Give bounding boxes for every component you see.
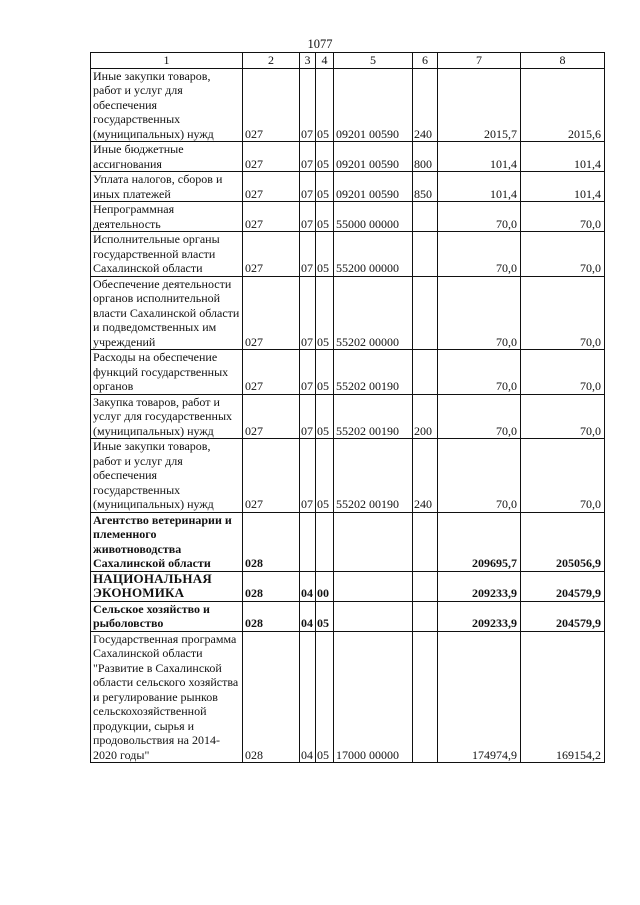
cell-expense-type <box>413 512 438 571</box>
cell-target-article <box>334 571 413 601</box>
cell-section: 07 <box>300 394 316 439</box>
cell-target-article: 55202 00190 <box>334 394 413 439</box>
table-row <box>91 631 605 763</box>
cell-sum-a: 209233,9 <box>438 601 521 631</box>
cell-ministry: 028 <box>243 571 300 601</box>
cell-ministry: 027 <box>243 68 300 142</box>
table-row <box>91 68 605 142</box>
column-header: 6 <box>413 53 438 69</box>
row-name: Закупка товаров, работ и услуг для государственных (муниципальных) нужд <box>91 394 243 439</box>
cell-subsection: 05 <box>316 68 334 142</box>
cell-target-article: 09201 00590 <box>334 142 413 172</box>
cell-sum-a: 101,4 <box>438 172 521 202</box>
cell-expense-type: 240 <box>413 439 438 513</box>
cell-sum-b: 101,4 <box>521 142 605 172</box>
cell-ministry: 027 <box>243 232 300 277</box>
cell-section: 07 <box>300 142 316 172</box>
row-name: Уплата налогов, сборов и иных платежей <box>91 172 243 202</box>
cell-section: 07 <box>300 202 316 232</box>
cell-section: 07 <box>300 232 316 277</box>
header-row <box>91 53 605 69</box>
cell-sum-a: 70,0 <box>438 350 521 395</box>
cell-ministry: 028 <box>243 601 300 631</box>
row-name: Исполнительные органы государственной власти Сахалинской области <box>91 232 243 277</box>
cell-sum-a: 70,0 <box>438 439 521 513</box>
table-row <box>91 276 605 350</box>
cell-sum-b: 205056,9 <box>521 512 605 571</box>
cell-expense-type <box>413 276 438 350</box>
table-row <box>91 601 605 631</box>
cell-section: 07 <box>300 172 316 202</box>
cell-ministry: 027 <box>243 350 300 395</box>
cell-target-article: 09201 00590 <box>334 68 413 142</box>
cell-sum-b: 70,0 <box>521 350 605 395</box>
table-row <box>91 439 605 513</box>
table-row <box>91 142 605 172</box>
table-row <box>91 394 605 439</box>
cell-subsection: 05 <box>316 439 334 513</box>
cell-subsection: 05 <box>316 631 334 763</box>
cell-sum-b: 2015,6 <box>521 68 605 142</box>
cell-subsection: 05 <box>316 394 334 439</box>
cell-subsection: 05 <box>316 276 334 350</box>
row-name: Обеспечение деятельности органов исполнительной власти Сахалинской области и подведомственных им учреждений <box>91 276 243 350</box>
cell-subsection: 05 <box>316 232 334 277</box>
cell-sum-a: 174974,9 <box>438 631 521 763</box>
cell-sum-a: 70,0 <box>438 202 521 232</box>
cell-subsection <box>316 512 334 571</box>
row-name: Иные закупки товаров, работ и услуг для обеспечения государственных (муниципальных) нужд <box>91 68 243 142</box>
row-name: Непрограммная деятельность <box>91 202 243 232</box>
cell-ministry: 027 <box>243 276 300 350</box>
column-header: 7 <box>438 53 521 69</box>
cell-sum-a: 209695,7 <box>438 512 521 571</box>
cell-sum-b: 70,0 <box>521 439 605 513</box>
cell-expense-type: 850 <box>413 172 438 202</box>
cell-target-article: 09201 00590 <box>334 172 413 202</box>
cell-target-article: 55000 00000 <box>334 202 413 232</box>
row-name: Агентство ветеринарии и племенного животноводства Сахалинской области <box>91 512 243 571</box>
column-header: 3 <box>300 53 316 69</box>
cell-subsection: 05 <box>316 172 334 202</box>
cell-target-article: 55200 00000 <box>334 232 413 277</box>
table-row <box>91 172 605 202</box>
row-name: Государственная программа Сахалинской области "Развитие в Сахалинской области сельского хозяйства и регулирование рынков сельскохозяйственной продукции, сырья и продовольствия на 2014-2020 годы" <box>91 631 243 763</box>
cell-expense-type <box>413 631 438 763</box>
cell-section: 07 <box>300 350 316 395</box>
cell-target-article: 55202 00190 <box>334 439 413 513</box>
column-header: 1 <box>91 53 243 69</box>
cell-section <box>300 512 316 571</box>
row-name: Иные бюджетные ассигнования <box>91 142 243 172</box>
cell-target-article: 17000 00000 <box>334 631 413 763</box>
column-header: 8 <box>521 53 605 69</box>
cell-expense-type: 800 <box>413 142 438 172</box>
cell-target-article <box>334 601 413 631</box>
cell-expense-type <box>413 232 438 277</box>
cell-sum-b: 169154,2 <box>521 631 605 763</box>
cell-sum-a: 209233,9 <box>438 571 521 601</box>
column-header: 2 <box>243 53 300 69</box>
page-number: 1077 <box>307 37 333 51</box>
table-row <box>91 571 605 601</box>
budget-table <box>90 52 605 763</box>
row-name: НАЦИОНАЛЬНАЯ ЭКОНОМИКА <box>91 571 243 601</box>
cell-expense-type <box>413 571 438 601</box>
cell-expense-type <box>413 350 438 395</box>
cell-section: 07 <box>300 276 316 350</box>
cell-subsection: 05 <box>316 350 334 395</box>
column-header: 5 <box>334 53 413 69</box>
cell-expense-type <box>413 601 438 631</box>
cell-ministry: 027 <box>243 172 300 202</box>
cell-sum-a: 70,0 <box>438 276 521 350</box>
cell-ministry: 028 <box>243 512 300 571</box>
cell-sum-b: 101,4 <box>521 172 605 202</box>
cell-subsection: 05 <box>316 202 334 232</box>
cell-target-article: 55202 00190 <box>334 350 413 395</box>
cell-sum-b: 204579,9 <box>521 601 605 631</box>
cell-sum-b: 70,0 <box>521 202 605 232</box>
cell-expense-type <box>413 202 438 232</box>
cell-target-article <box>334 512 413 571</box>
row-name: Сельское хозяйство и рыболовство <box>91 601 243 631</box>
row-name: Расходы на обеспечение функций государственных органов <box>91 350 243 395</box>
cell-ministry: 028 <box>243 631 300 763</box>
cell-sum-b: 70,0 <box>521 394 605 439</box>
cell-sum-b: 70,0 <box>521 276 605 350</box>
cell-section: 07 <box>300 68 316 142</box>
cell-subsection: 05 <box>316 601 334 631</box>
table-row <box>91 512 605 571</box>
cell-sum-b: 204579,9 <box>521 571 605 601</box>
column-header: 4 <box>316 53 334 69</box>
row-name: Иные закупки товаров, работ и услуг для обеспечения государственных (муниципальных) нужд <box>91 439 243 513</box>
cell-ministry: 027 <box>243 394 300 439</box>
cell-section: 04 <box>300 571 316 601</box>
cell-sum-a: 101,4 <box>438 142 521 172</box>
table-row <box>91 350 605 395</box>
cell-sum-a: 2015,7 <box>438 68 521 142</box>
cell-ministry: 027 <box>243 142 300 172</box>
cell-expense-type: 200 <box>413 394 438 439</box>
cell-target-article: 55202 00000 <box>334 276 413 350</box>
table-row <box>91 202 605 232</box>
cell-section: 07 <box>300 439 316 513</box>
cell-section: 04 <box>300 631 316 763</box>
cell-subsection: 05 <box>316 142 334 172</box>
cell-ministry: 027 <box>243 202 300 232</box>
cell-sum-a: 70,0 <box>438 394 521 439</box>
cell-sum-b: 70,0 <box>521 232 605 277</box>
cell-expense-type: 240 <box>413 68 438 142</box>
cell-section: 04 <box>300 601 316 631</box>
cell-subsection: 00 <box>316 571 334 601</box>
table-row <box>91 232 605 277</box>
cell-ministry: 027 <box>243 439 300 513</box>
cell-sum-a: 70,0 <box>438 232 521 277</box>
